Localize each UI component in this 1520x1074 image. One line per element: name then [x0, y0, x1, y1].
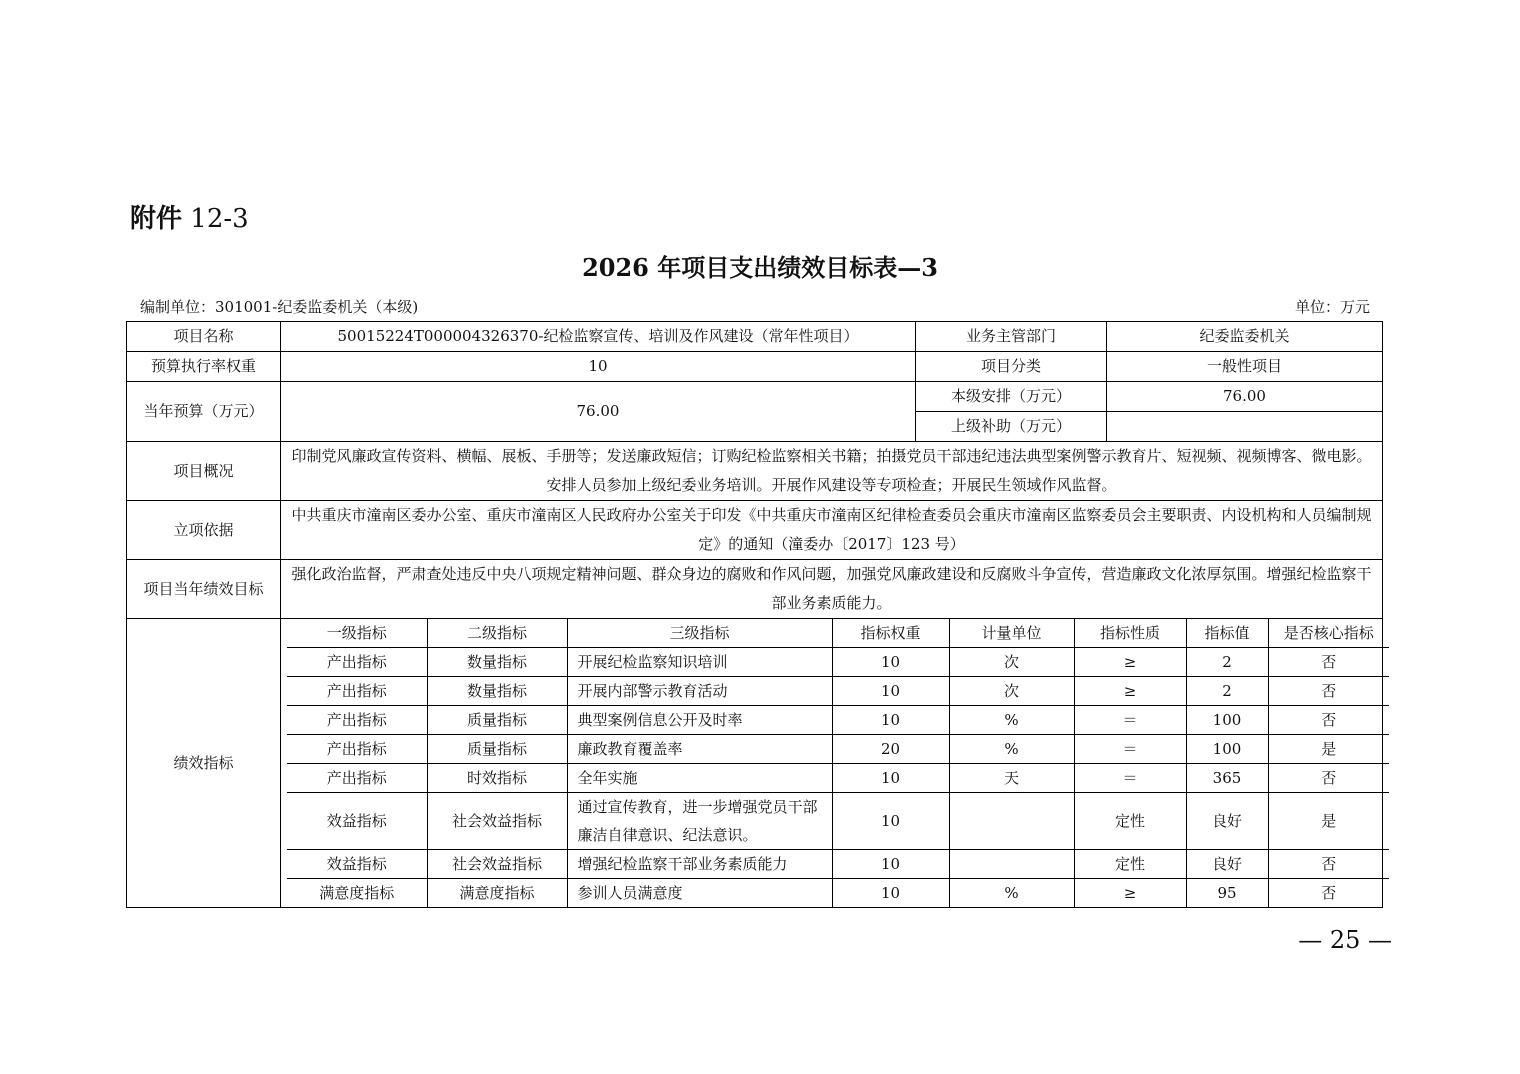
indicators-row	[287, 850, 1389, 879]
indicators-cell: 是	[1268, 793, 1389, 850]
indicators-cell: 时效指标	[427, 764, 567, 793]
indicators-cell: 是	[1268, 735, 1389, 764]
page-number: — 25 —	[1298, 926, 1392, 954]
indicators-cell: 定性	[1074, 793, 1186, 850]
budget-value: 76.00	[281, 382, 916, 442]
indicators-cell: 典型案例信息公开及时率	[567, 706, 832, 735]
indicators-row	[287, 793, 1389, 850]
indicators-row	[287, 879, 1389, 908]
indicators-cell: 次	[949, 677, 1074, 706]
indicators-cell: ≥	[1074, 648, 1186, 677]
indicators-cell: 参训人员满意度	[567, 879, 832, 908]
indicators-cell	[949, 793, 1074, 850]
indicators-cell: 良好	[1186, 793, 1268, 850]
indicators-cell: ≥	[1074, 879, 1186, 908]
indicators-cell: 天	[949, 764, 1074, 793]
indicators-cell: 产出指标	[287, 648, 427, 677]
basis-label: 立项依据	[127, 501, 281, 560]
indicators-cell: ＝	[1074, 764, 1186, 793]
indicators-cell: 数量指标	[427, 648, 567, 677]
indicators-cell: 社会效益指标	[427, 850, 567, 879]
indicators-row	[287, 735, 1389, 764]
category-value: 一般性项目	[1107, 352, 1383, 382]
indicators-row	[287, 706, 1389, 735]
indicators-cell: 效益指标	[287, 793, 427, 850]
compiling-unit: 编制单位：301001-纪委监委机关（本级)	[140, 298, 419, 316]
indicators-cell	[281, 619, 1383, 908]
indicators-cell: 10	[832, 764, 949, 793]
dept-label: 业务主管部门	[916, 322, 1107, 352]
indicators-cell	[949, 850, 1074, 879]
indicators-row	[287, 677, 1389, 706]
project-name-label: 项目名称	[127, 322, 281, 352]
indicators-cell: 20	[832, 735, 949, 764]
subsidy-value	[1107, 412, 1383, 442]
indicators-cell: 10	[832, 879, 949, 908]
indicators-header-cell: 是否核心指标	[1268, 619, 1389, 648]
indicators-cell: 365	[1186, 764, 1268, 793]
indicators-cell: ＝	[1074, 706, 1186, 735]
indicators-cell: 10	[832, 706, 949, 735]
indicators-cell: 产出指标	[287, 764, 427, 793]
indicators-cell: 95	[1186, 879, 1268, 908]
category-label: 项目分类	[916, 352, 1107, 382]
indicators-cell: 数量指标	[427, 677, 567, 706]
performance-table	[126, 321, 1383, 908]
indicators-cell: 效益指标	[287, 850, 427, 879]
indicators-cell: 10	[832, 793, 949, 850]
indicators-cell: 10	[832, 677, 949, 706]
indicators-header-row	[287, 619, 1389, 648]
indicators-cell: 开展纪检监察知识培训	[567, 648, 832, 677]
budget-label: 当年预算（万元）	[127, 382, 281, 442]
indicators-cell: 否	[1268, 677, 1389, 706]
indicators-cell: 满意度指标	[427, 879, 567, 908]
goal-label: 项目当年绩效目标	[127, 560, 281, 619]
local-value: 76.00	[1107, 382, 1383, 412]
indicators-header-cell: 二级指标	[427, 619, 567, 648]
indicators-header-cell: 指标权重	[832, 619, 949, 648]
goal-text: 强化政治监督，严肃查处违反中央八项规定精神问题、群众身边的腐败和作风问题，加强党风廉政建设和反腐败斗争宣传，营造廉政文化浓厚氛围。增强纪检监察干部业务素质能力。	[281, 560, 1383, 619]
indicators-cell: 10	[832, 850, 949, 879]
weight-label: 预算执行率权重	[127, 352, 281, 382]
subsidy-label: 上级补助（万元）	[916, 412, 1107, 442]
indicators-row	[287, 648, 1389, 677]
indicators-cell: 次	[949, 648, 1074, 677]
attachment-word: 附件	[130, 204, 183, 234]
indicators-cell: ＝	[1074, 735, 1186, 764]
indicators-cell: 否	[1268, 850, 1389, 879]
indicators-cell: 100	[1186, 706, 1268, 735]
indicators-cell: 产出指标	[287, 706, 427, 735]
indicators-cell: 社会效益指标	[427, 793, 567, 850]
indicators-cell: 否	[1268, 706, 1389, 735]
indicators-label: 绩效指标	[127, 619, 281, 908]
indicators-cell: 定性	[1074, 850, 1186, 879]
indicators-header-cell: 指标值	[1186, 619, 1268, 648]
indicators-header-cell: 一级指标	[287, 619, 427, 648]
indicators-cell: 增强纪检监察干部业务素质能力	[567, 850, 832, 879]
overview-text: 印制党风廉政宣传资料、横幅、展板、手册等；发送廉政短信；订购纪检监察相关书籍；拍摄党员干部违纪违法典型案例警示教育片、短视频、视频博客、微电影。安排人员参加上级纪委业务培训。开展作风建设等专项检查；开展民生领域作风监督。	[281, 442, 1383, 501]
indicators-cell: 全年实施	[567, 764, 832, 793]
indicators-cell: 质量指标	[427, 735, 567, 764]
project-name: 50015224T000004326370-纪检监察宣传、培训及作风建设（常年性项目）	[281, 322, 916, 352]
indicators-cell: 良好	[1186, 850, 1268, 879]
overview-label: 项目概况	[127, 442, 281, 501]
indicators-cell: 质量指标	[427, 706, 567, 735]
indicators-table	[287, 619, 1389, 907]
indicators-header-cell: 三级指标	[567, 619, 832, 648]
weight-value: 10	[281, 352, 916, 382]
indicators-row	[287, 764, 1389, 793]
indicators-cell: %	[949, 735, 1074, 764]
indicators-cell: 2	[1186, 677, 1268, 706]
page-title: 2026 年项目支出绩效目标表—3	[582, 253, 938, 282]
local-label: 本级安排（万元）	[916, 382, 1107, 412]
currency-unit: 单位：万元	[1294, 298, 1370, 316]
indicators-cell: 产出指标	[287, 677, 427, 706]
indicators-cell: 产出指标	[287, 735, 427, 764]
indicators-header-cell: 指标性质	[1074, 619, 1186, 648]
indicators-cell: 否	[1268, 879, 1389, 908]
indicators-cell: %	[949, 879, 1074, 908]
indicators-header-cell: 计量单位	[949, 619, 1074, 648]
indicators-cell: 否	[1268, 648, 1389, 677]
indicators-cell: 通过宣传教育，进一步增强党员干部廉洁自律意识、纪法意识。	[567, 793, 832, 850]
indicators-cell: 满意度指标	[287, 879, 427, 908]
indicators-cell: 开展内部警示教育活动	[567, 677, 832, 706]
indicators-cell: 10	[832, 648, 949, 677]
indicators-cell: 2	[1186, 648, 1268, 677]
basis-text: 中共重庆市潼南区委办公室、重庆市潼南区人民政府办公室关于印发《中共重庆市潼南区纪律检查委员会重庆市潼南区监察委员会主要职责、内设机构和人员编制规定》的通知（潼委办〔2017〕123 号）	[281, 501, 1383, 560]
indicators-cell: 廉政教育覆盖率	[567, 735, 832, 764]
dept-value: 纪委监委机关	[1107, 322, 1383, 352]
attachment-number: 12-3	[190, 204, 249, 234]
indicators-cell: %	[949, 706, 1074, 735]
indicators-cell: 100	[1186, 735, 1268, 764]
attachment-label	[130, 198, 249, 235]
indicators-cell: ≥	[1074, 677, 1186, 706]
indicators-cell: 否	[1268, 764, 1389, 793]
